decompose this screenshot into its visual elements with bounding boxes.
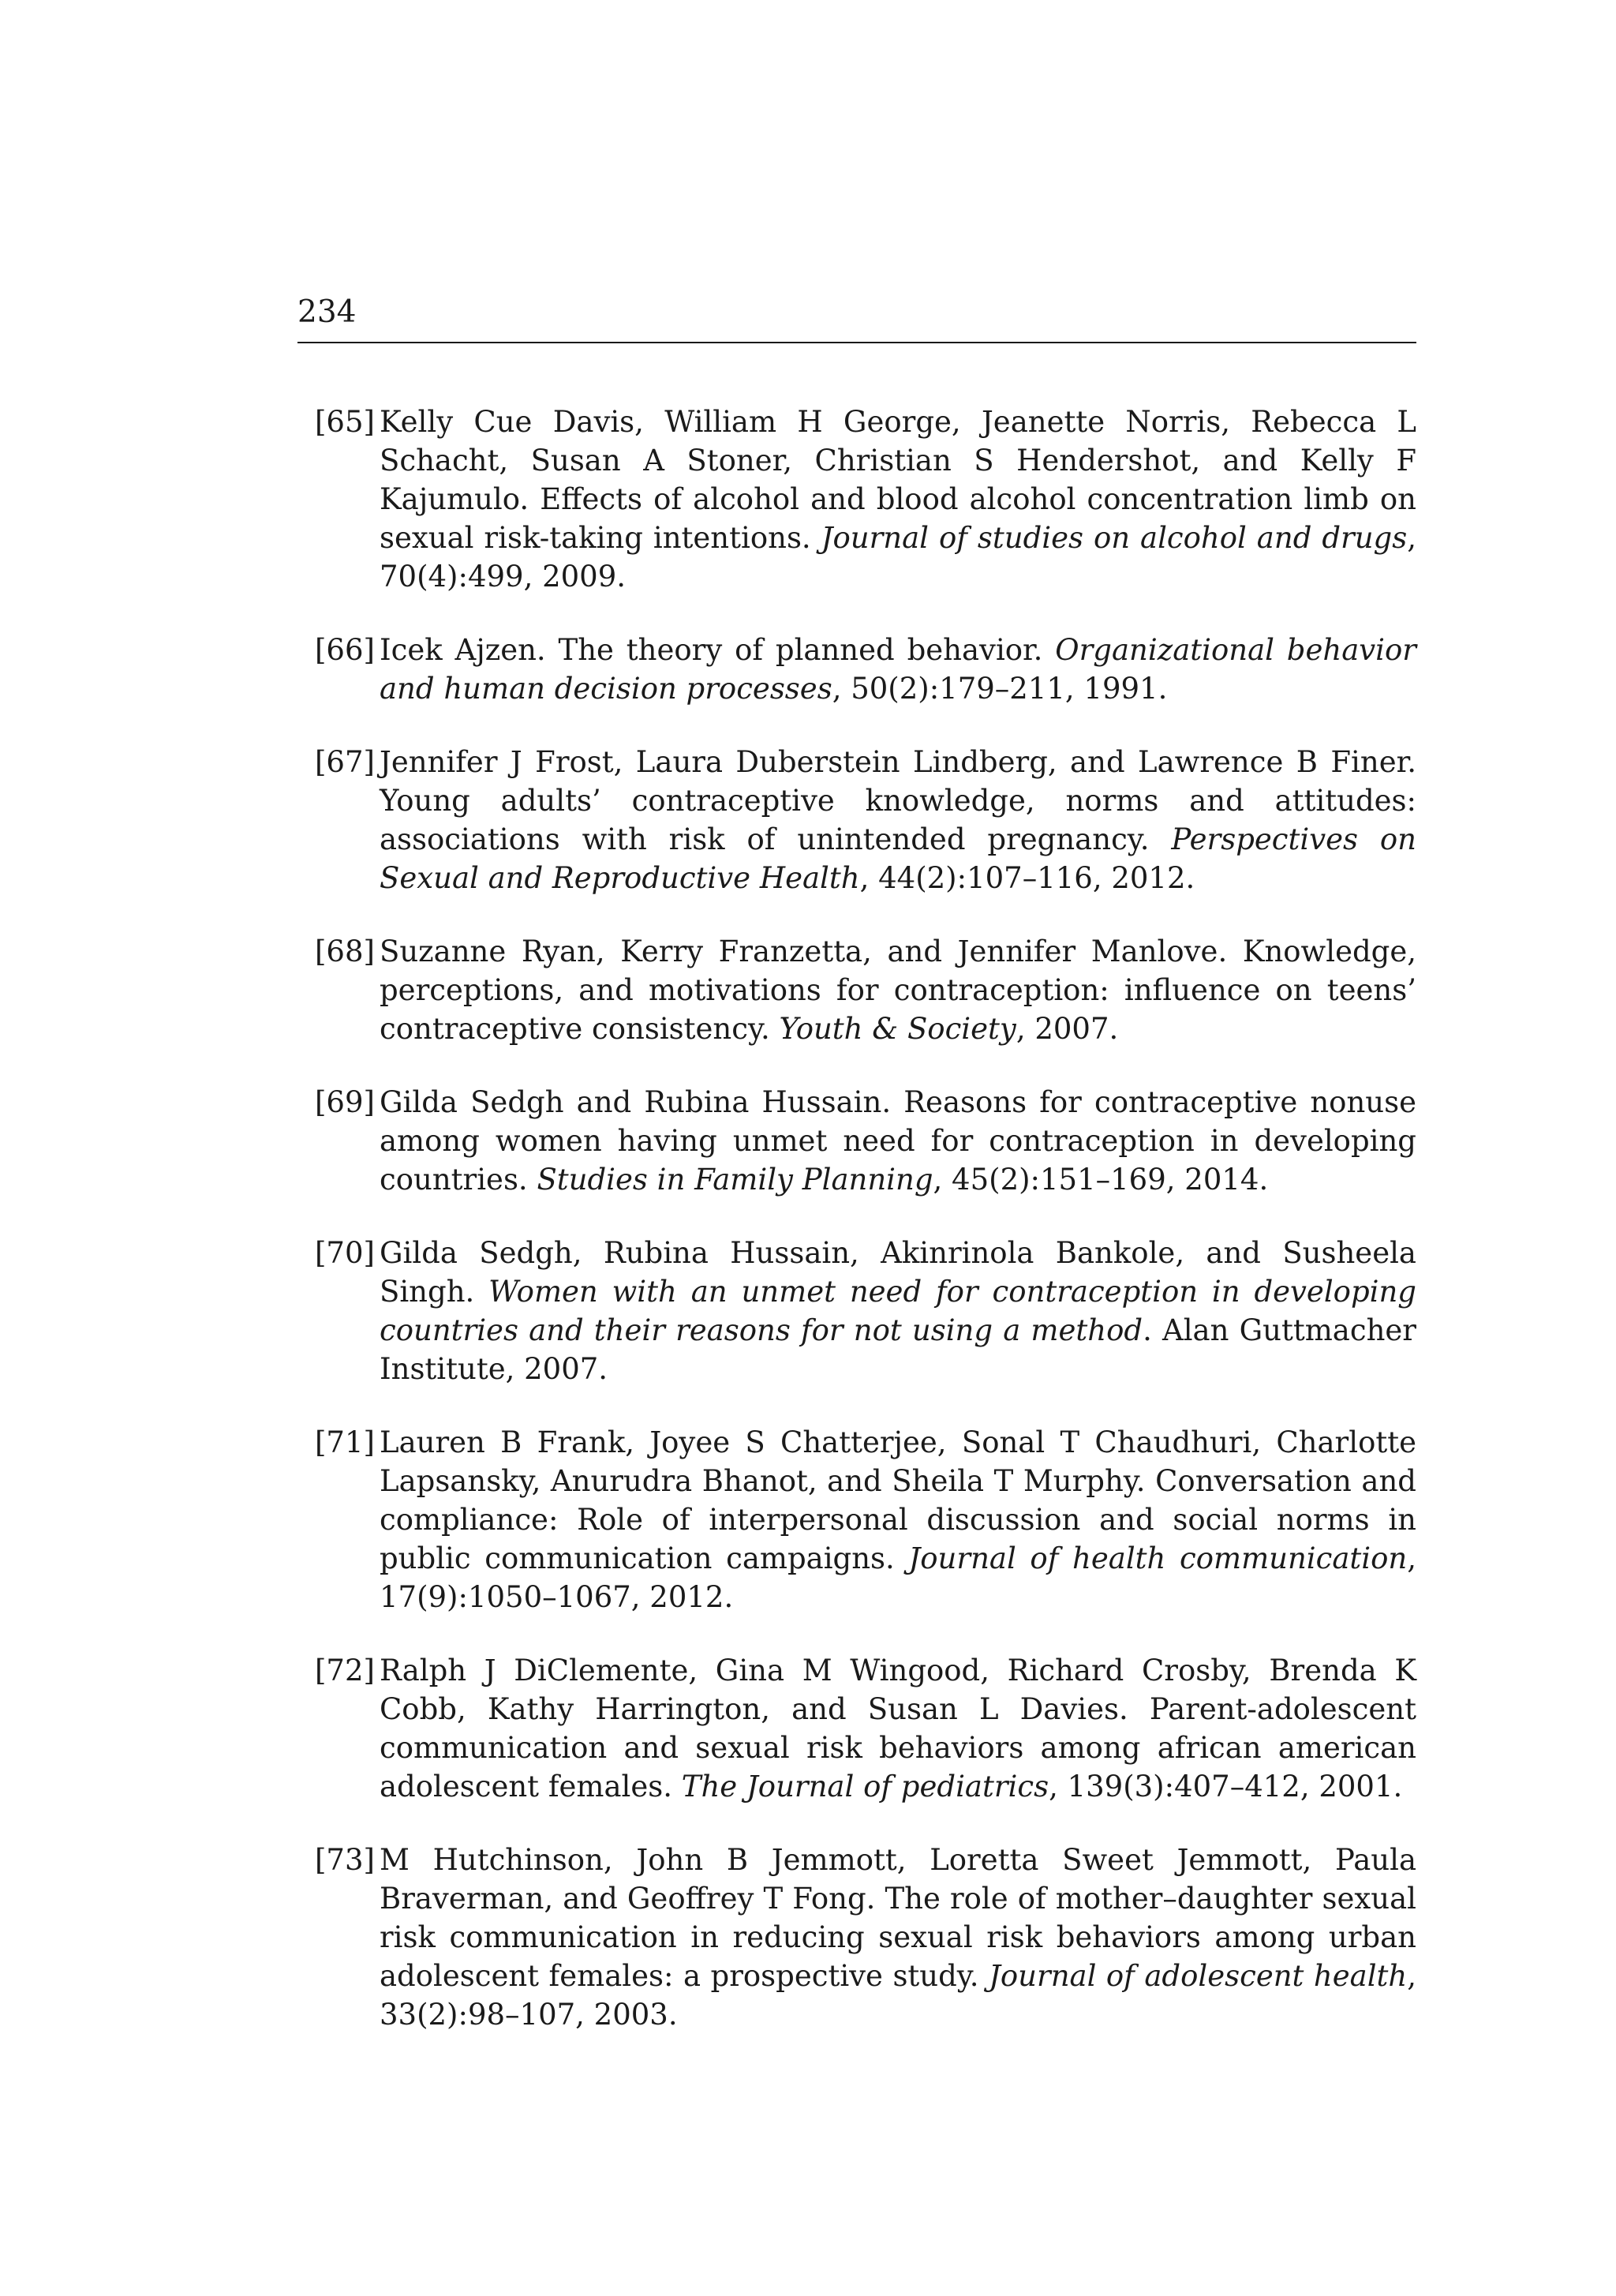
reference-venue: Journal of studies on alcohol and drugs	[821, 521, 1408, 555]
reference-item	[297, 1841, 1416, 2034]
reference-venue: Perspectives on Sexual and Reproductive Health	[380, 822, 1417, 895]
reference-text: Gilda Sedgh, Rubina Hussain, Akinrinola Bankole, and Susheela Singh.	[380, 1236, 1416, 1309]
reference-text: Icek Ajzen. The theory of planned behavior.	[380, 633, 1056, 667]
reference-details: , 44(2):107–116, 2012.	[859, 861, 1195, 895]
reference-list	[297, 403, 1416, 2069]
reference-number: [67]	[315, 745, 375, 779]
reference-number: [71]	[315, 1425, 375, 1459]
reference-item	[297, 1423, 1416, 1616]
reference-item	[297, 743, 1416, 897]
reference-details: , 17(9):1050–1067, 2012.	[380, 1541, 1416, 1614]
reference-details: , 45(2):151–169, 2014.	[933, 1163, 1269, 1197]
page-number: 234	[297, 294, 357, 330]
reference-venue: Youth & Society	[779, 1012, 1016, 1046]
reference-item	[297, 403, 1416, 596]
reference-details: , 139(3):407–412, 2001.	[1049, 1770, 1403, 1803]
reference-venue: Studies in Family Planning	[537, 1163, 933, 1197]
reference-text: Gilda Sedgh and Rubina Hussain. Reasons for contraceptive nonuse among women having unmet need for contraception in developing countries.	[380, 1085, 1416, 1197]
reference-number: [72]	[315, 1654, 375, 1687]
reference-details: , 2007.	[1016, 1012, 1119, 1046]
reference-number: [69]	[315, 1085, 375, 1119]
reference-details: . Alan Guttmacher Institute, 2007.	[380, 1313, 1416, 1386]
reference-number: [65]	[315, 405, 375, 439]
reference-venue: Journal of health communication	[908, 1541, 1408, 1575]
reference-text: Jennifer J Frost, Laura Duberstein Lindberg, and Lawrence B Finer. Young adults’ contraceptive knowledge, norms and attitudes: associations with risk of unintended pregnancy.	[380, 745, 1416, 856]
reference-item	[297, 1083, 1416, 1199]
reference-item	[297, 1234, 1416, 1388]
reference-text: Ralph J DiClemente, Gina M Wingood, Richard Crosby, Brenda K Cobb, Kathy Harrington, and Susan L Davies. Parent-adolescent communication and sexual risk behaviors among african american adolescent females.	[380, 1654, 1416, 1803]
reference-number: [68]	[315, 935, 375, 968]
reference-details: , 33(2):98–107, 2003.	[380, 1959, 1416, 2032]
reference-text: M Hutchinson, John B Jemmott, Loretta Sweet Jemmott, Paula Braverman, and Geoffrey T Fong. The role of mother–daughter sexual risk communication in reducing sexual risk behaviors among urban adolescent females: a prospective study.	[380, 1843, 1416, 1993]
reference-number: [73]	[315, 1843, 375, 1877]
reference-number: [66]	[315, 633, 375, 667]
reference-item	[297, 631, 1416, 708]
reference-text: Suzanne Ryan, Kerry Franzetta, and Jennifer Manlove. Knowledge, perceptions, and motivations for contraception: influence on teens’ contraceptive consistency.	[380, 935, 1416, 1046]
reference-item	[297, 932, 1416, 1048]
reference-text: Lauren B Frank, Joyee S Chatterjee, Sonal T Chaudhuri, Charlotte Lapsansky, Anurudra Bhanot, and Sheila T Murphy. Conversation and compliance: Role of interpersonal discussion and social norms in public communication campaigns.	[380, 1425, 1416, 1575]
reference-venue: The Journal of pediatrics	[681, 1770, 1049, 1803]
reference-item	[297, 1651, 1416, 1806]
reference-venue: Women with an unmet need for contraception in developing countries and their reasons for not using a method	[380, 1275, 1416, 1347]
reference-venue: Organizational behavior and human decision processes	[380, 633, 1416, 706]
reference-number: [70]	[315, 1236, 375, 1270]
reference-text: Kelly Cue Davis, William H George, Jeanette Norris, Rebecca L Schacht, Susan A Stoner, Christian S Hendershot, and Kelly F Kajumulo. Effects of alcohol and blood alcohol concentration limb on sexual risk-taking intentions.	[380, 405, 1416, 555]
reference-details: , 70(4):499, 2009.	[380, 521, 1416, 594]
reference-details: , 50(2):179–211, 1991.	[832, 672, 1168, 706]
reference-venue: Journal of adolescent health	[989, 1959, 1408, 1993]
header-rule	[297, 342, 1416, 343]
